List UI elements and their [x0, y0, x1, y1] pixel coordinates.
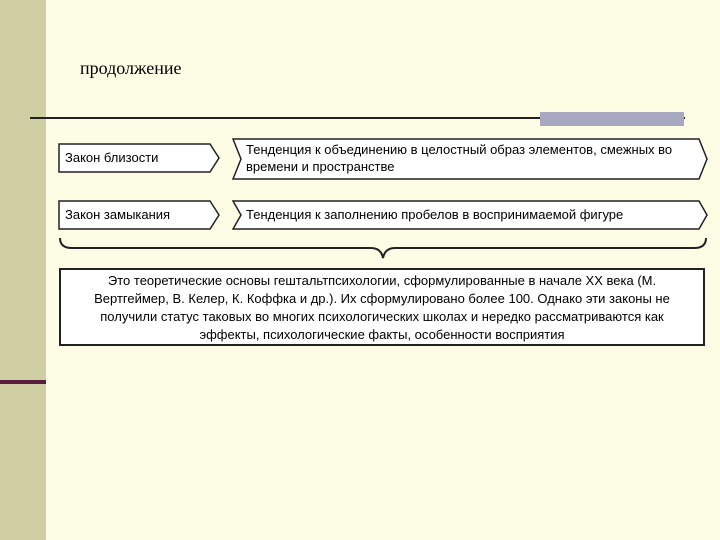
law-name: Закон замыкания [65, 207, 171, 222]
law-box-closure [58, 200, 220, 230]
law-name: Закон близости [65, 150, 159, 165]
law-description-text: Тенденция к заполнению пробелов в воспринимаемой фигуре [246, 207, 624, 222]
left-accent-stripe [0, 380, 46, 384]
slide-title: продолжение [80, 58, 182, 78]
left-sidebar-band [0, 0, 46, 540]
law-description-proximity [232, 138, 708, 180]
law-description-closure [232, 200, 708, 230]
law-box-proximity [58, 143, 220, 173]
divider-accent-block [540, 112, 684, 126]
summary-text-box: Это теоретические основы гештальтпсихологии, сформулированные в начале XX века (М. Вертгеймер, В. Келер, К. Коффка и др.). Их сформулировано более 100. Однако эти законы не получили статус таковых во многих психологических школах и нередко рассматриваются как эффекты, психологические факты, особенности восприятия [59, 268, 705, 346]
grouping-brace [58, 236, 708, 260]
law-description-text: Тенденция к объединению в целостный образ элементов, смежных во времени и пространстве [246, 142, 673, 174]
